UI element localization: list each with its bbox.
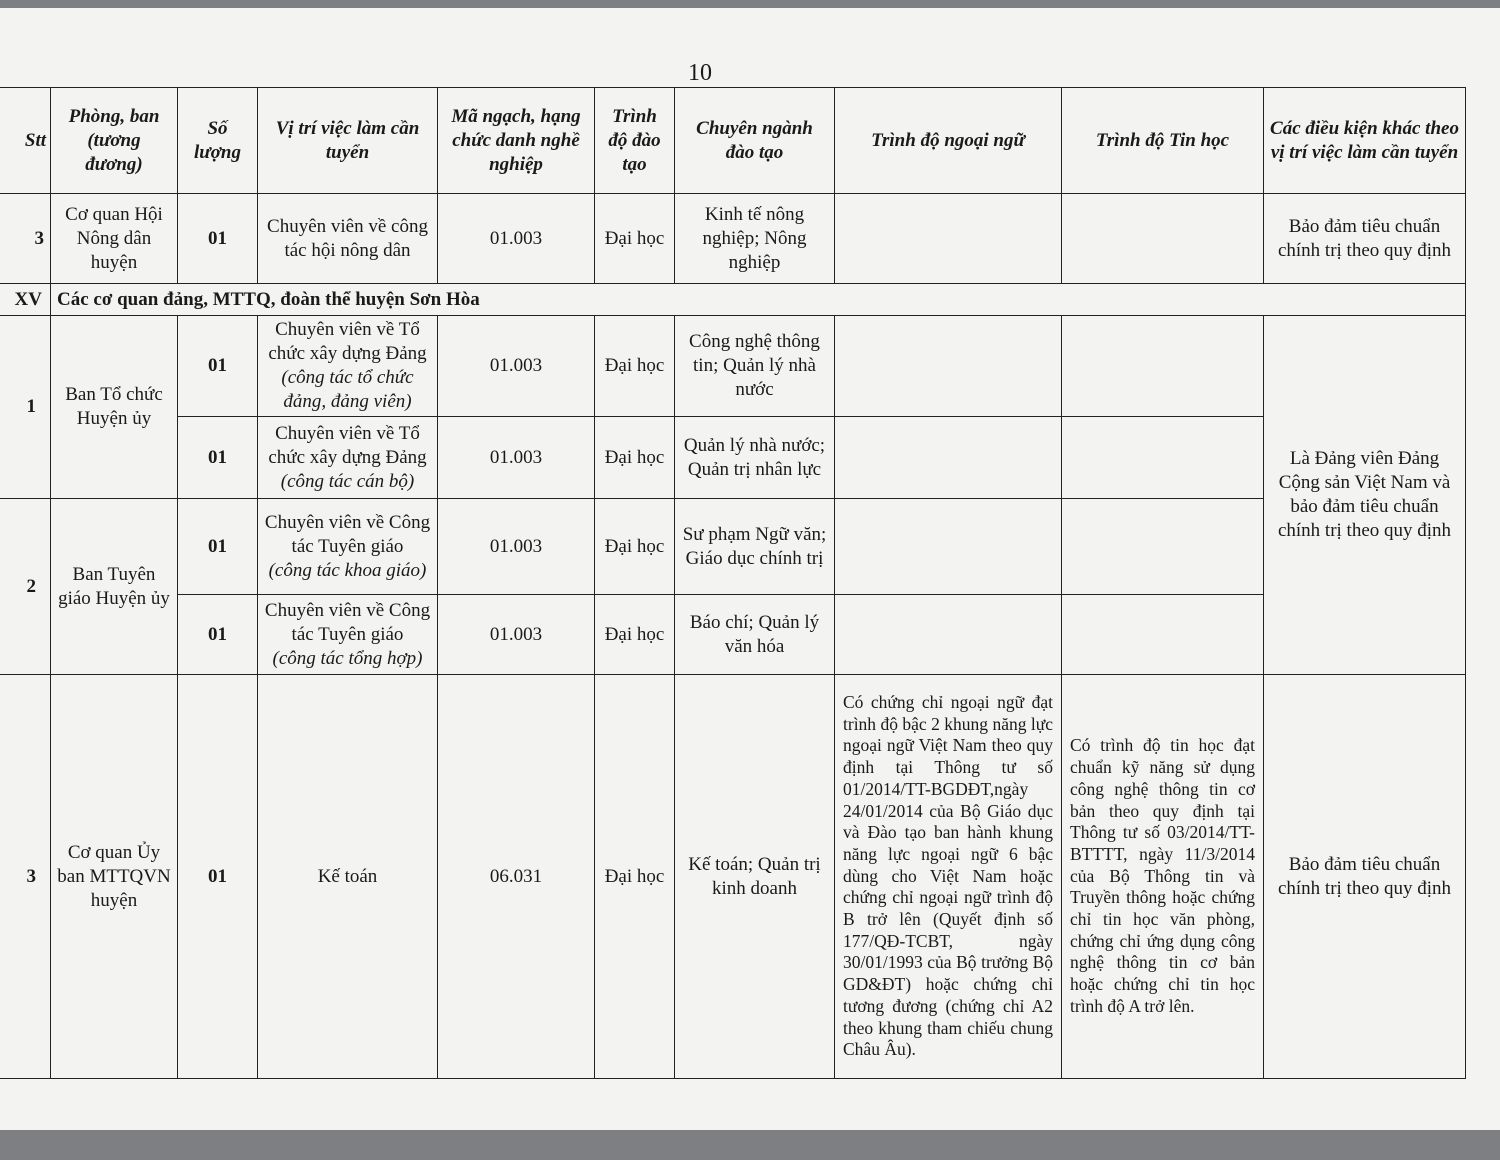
position-title: Chuyên viên về Công tác Tuyên giáo xyxy=(264,599,431,645)
position-note: (công tác cán bộ) xyxy=(280,470,415,492)
row-it xyxy=(1062,316,1264,417)
row-it: Có trình độ tin học đạt chuẩn kỹ năng sử dụng công nghệ thông tin cơ bản theo quy định tại Thông tư số 03/2014/TT-BTTTT, ngày 11/3/2014 của Bộ Thông tin và Truyền thông hoặc chứng chỉ tin học văn phòng, chứng chỉ ứng dụng công nghệ thông tin cơ bản hoặc chứng chỉ tin học trình độ A trở lên. xyxy=(1062,675,1264,1079)
row-language xyxy=(835,316,1062,417)
row-position xyxy=(258,499,438,595)
header-position: Vị trí việc làm cần tuyển xyxy=(258,88,438,194)
position-note: (công tác tổng hợp) xyxy=(272,647,423,669)
row-code: 01.003 xyxy=(438,595,595,675)
row-position: Chuyên viên về công tác hội nông dân xyxy=(258,194,438,284)
group-title: Các cơ quan đảng, MTTQ, đoàn thể huyện Sơn Hòa xyxy=(51,284,1466,316)
position-title: Chuyên viên về Tổ chức xây dựng Đảng xyxy=(268,319,427,364)
row-position xyxy=(258,316,438,417)
row-unit: Ban Tuyên giáo Huyện ủy xyxy=(51,499,178,675)
row-major: Kinh tế nông nghiệp; Nông nghiệp xyxy=(675,194,835,284)
recruitment-table xyxy=(0,87,1466,1079)
row-it xyxy=(1062,499,1264,595)
table-row xyxy=(0,675,1466,1079)
row-unit: Cơ quan Hội Nông dân huyện xyxy=(51,194,178,284)
row-stt: 2 xyxy=(0,499,51,675)
row-other: Bảo đảm tiêu chuẩn chính trị theo quy định xyxy=(1264,194,1466,284)
document-page xyxy=(0,8,1500,1130)
row-stt: 1 xyxy=(0,316,51,499)
header-it: Trình độ Tin học xyxy=(1062,88,1264,194)
row-qty: 01 xyxy=(178,316,258,417)
table-row xyxy=(0,499,1466,595)
group-row xyxy=(0,284,1466,316)
page-number: 10 xyxy=(688,60,712,86)
position-title: Chuyên viên về Tổ chức xây dựng Đảng xyxy=(268,422,427,468)
row-unit: Ban Tổ chức Huyện ủy xyxy=(51,316,178,499)
row-stt: 3 xyxy=(0,675,51,1079)
position-note: (công tác khoa giáo) xyxy=(268,559,427,581)
header-level: Trình độ đào tạo xyxy=(595,88,675,194)
row-language xyxy=(835,499,1062,595)
row-level: Đại học xyxy=(595,595,675,675)
row-language xyxy=(835,417,1062,499)
header-qty: Số lượng xyxy=(178,88,258,194)
table-row xyxy=(0,595,1466,675)
group-stt: XV xyxy=(0,284,51,316)
row-major: Sư phạm Ngữ văn; Giáo dục chính trị xyxy=(675,499,835,595)
row-level: Đại học xyxy=(595,499,675,595)
row-code: 01.003 xyxy=(438,417,595,499)
row-major: Quản lý nhà nước; Quản trị nhân lực xyxy=(675,417,835,499)
table-row xyxy=(0,316,1466,417)
header-major: Chuyên ngành đào tạo xyxy=(675,88,835,194)
row-qty: 01 xyxy=(178,417,258,499)
row-code: 01.003 xyxy=(438,499,595,595)
row-qty: 01 xyxy=(178,675,258,1079)
table-row xyxy=(0,194,1466,284)
header-language: Trình độ ngoại ngữ xyxy=(835,88,1062,194)
row-other: Bảo đảm tiêu chuẩn chính trị theo quy định xyxy=(1264,675,1466,1079)
table-row xyxy=(0,417,1466,499)
row-major: Công nghệ thông tin; Quản lý nhà nước xyxy=(675,316,835,417)
row-level: Đại học xyxy=(595,675,675,1079)
row-language xyxy=(835,595,1062,675)
row-qty: 01 xyxy=(178,194,258,284)
row-it xyxy=(1062,194,1264,284)
row-stt: 3 xyxy=(0,194,51,284)
row-qty: 01 xyxy=(178,595,258,675)
row-major: Kế toán; Quản trị kinh doanh xyxy=(675,675,835,1079)
row-other-party: Là Đảng viên Đảng Cộng sản Việt Nam và bảo đảm tiêu chuẩn chính trị theo quy định xyxy=(1264,316,1466,675)
row-level: Đại học xyxy=(595,194,675,284)
row-code: 01.003 xyxy=(438,316,595,417)
row-it xyxy=(1062,595,1264,675)
header-other: Các điều kiện khác theo vị trí việc làm cần tuyển xyxy=(1264,88,1466,194)
row-code: 01.003 xyxy=(438,194,595,284)
header-row xyxy=(0,88,1466,194)
row-qty: 01 xyxy=(178,499,258,595)
row-code: 06.031 xyxy=(438,675,595,1079)
row-level: Đại học xyxy=(595,316,675,417)
header-stt: Stt xyxy=(0,88,51,194)
position-title: Chuyên viên về Công tác Tuyên giáo xyxy=(264,511,431,557)
row-language xyxy=(835,194,1062,284)
row-it xyxy=(1062,417,1264,499)
row-unit: Cơ quan Ủy ban MTTQVN huyện xyxy=(51,675,178,1079)
row-language: Có chứng chỉ ngoại ngữ đạt trình độ bậc 2 khung năng lực ngoại ngữ Việt Nam theo quy định tại Thông tư số 01/2014/TT-BGDĐT,ngày 24/01/2014 của Bộ Giáo dục và Đào tạo ban hành khung năng lực ngoại ngữ 6 bậc dùng cho Việt Nam hoặc chứng chỉ ngoại ngữ trình độ B trở lên (Quyết định số 177/QĐ-TCBT, ngày 30/01/1993 của Bộ trưởng Bộ GD&ĐT) hoặc chứng chỉ tương đương (chứng chỉ A2 theo khung tham chiếu chung Châu Âu). xyxy=(835,675,1062,1079)
row-position: Kế toán xyxy=(258,675,438,1079)
row-position xyxy=(258,595,438,675)
row-level: Đại học xyxy=(595,417,675,499)
header-unit: Phòng, ban (tương đương) xyxy=(51,88,178,194)
row-major: Báo chí; Quản lý văn hóa xyxy=(675,595,835,675)
header-code: Mã ngạch, hạng chức danh nghề nghiệp xyxy=(438,88,595,194)
position-note: (công tác tổ chức đảng, đảng viên) xyxy=(281,367,414,412)
row-position xyxy=(258,417,438,499)
